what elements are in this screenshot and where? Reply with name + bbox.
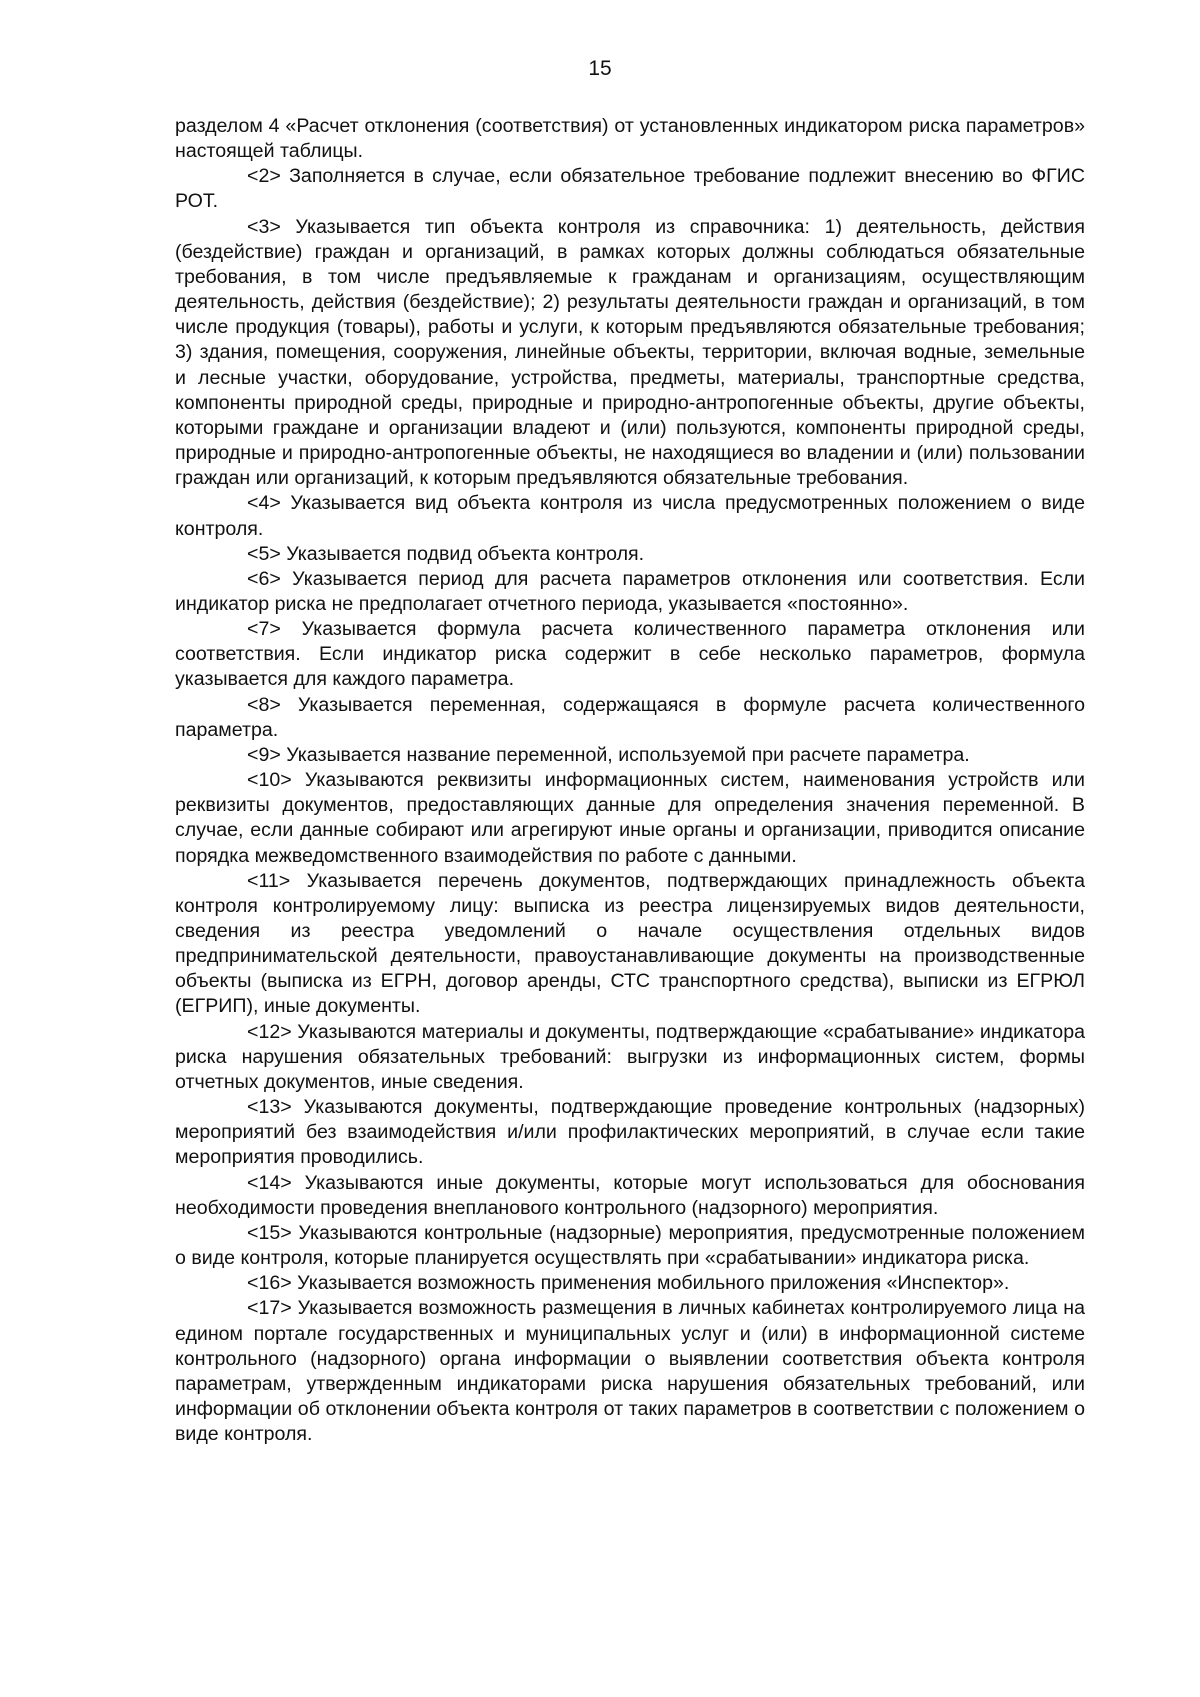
footnote-15: <15> Указываются контрольные (надзорные) мероприятия, предусмотренные положением о виде контроля, которые планируется осуществлять при «срабатывании» индикатора риска. <box>175 1221 1085 1270</box>
footnote-8: <8> Указывается переменная, содержащаяся в формуле расчета количественного параметра. <box>175 693 1085 741</box>
footnote-3: <3> Указывается тип объекта контроля из справочника: 1) деятельность, действия (бездействие) граждан и организаций, в рамках которых должны соблюдаться обязательные требования, в том числе предъявляемые к гражданам и организациям, осуществляющим деятельность, действия (бездействие); 2) результаты деятельности граждан и организаций, в том числе продукция (товары), работы и услуги, к которым предъявляются обязательные требования; 3) здания, помещения, сооружения, линейные объекты, территории, включая водные, земельные и лесные участки, оборудование, устройства, предметы, материалы, транспортные средства, компоненты природной среды, природные и природно-антропогенные объекты, другие объекты, которыми граждане и организации владеют и (или) пользуются, компоненты природной среды, природные и природно-антропогенные объекты, не находящиеся во владении и (или) пользовании граждан или организаций, к которым предъявляются обязательные требования. <box>175 215 1085 490</box>
footnote-10: <10> Указываются реквизиты информационных систем, наименования устройств или реквизиты документов, предоставляющих данные для определения значения переменной. В случае, если данные собирают или агрегируют иные органы и организации, приводится описание порядка межведомственного взаимодействия по работе с данными. <box>175 769 1085 867</box>
footnote-9: <9> Указывается название переменной, используемой при расчете параметра. <box>247 743 970 766</box>
footnote-6: <6> Указывается период для расчета параметров отклонения или соответствия. Если индикатор риска не предполагает отчетного периода, указывается «постоянно». <box>175 567 1085 615</box>
footnote-17: <17> Указывается возможность размещения в личных кабинетах контролируемого лица на едином портале государственных и муниципальных услуг и (или) в информационной системе контрольного (надзорного) органа информации о выявлении соответствия объекта контроля параметрам, утвержденным индикаторами риска нарушения обязательных требований, или информации об отклонении объекта контроля от таких параметров в соответствии с положением о виде контроля. <box>175 1297 1085 1446</box>
footnote-2: <2> Заполняется в случае, если обязательное требование подлежит внесению во ФГИС РОТ. <box>175 165 1085 213</box>
footnote-5: <5> Указывается подвид объекта контроля. <box>247 542 645 565</box>
footnote-4: <4> Указывается вид объекта контроля из числа предусмотренных положением о виде контроля. <box>175 492 1085 540</box>
footnote-12: <12> Указываются материалы и документы, подтверждающие «срабатывание» индикатора риска нарушения обязательных требований: выгрузки из информационных систем, формы отчетных документов, иные сведения. <box>175 1020 1085 1093</box>
paragraph-continuation: разделом 4 «Расчет отклонения (соответствия) от установленных индикатором риска параметров» настоящей таблицы. <box>175 115 1085 163</box>
footnote-13: <13> Указываются документы, подтверждающие проведение контрольных (надзорных) мероприятий без взаимодействия и/или профилактических мероприятий, в случае если такие мероприятия проводились. <box>175 1096 1085 1169</box>
page-number: 15 <box>588 57 612 80</box>
footnote-11: <11> Указывается перечень документов, подтверждающих принадлежность объекта контроля контролируемому лицу: выписка из реестра лицензируемых видов деятельности, сведения из реестра уведомлений о начале осуществления отдельных видов предпринимательской деятельности, правоустанавливающие документы на производственные объекты (выписка из ЕГРН, договор аренды, СТС транспортного средства), выписки из ЕГРЮЛ (ЕГРИП), иные документы. <box>175 869 1085 1018</box>
footnote-14: <14> Указываются иные документы, которые могут использоваться для обоснования необходимости проведения внепланового контрольного (надзорного) мероприятия. <box>175 1171 1085 1219</box>
footnote-7: <7> Указывается формула расчета количественного параметра отклонения или соответствия. Если индикатор риска содержит в себе несколько параметров, формула указывается для каждого параметра. <box>175 618 1085 691</box>
footnote-16: <16> Указывается возможность применения мобильного приложения «Инспектор». <box>247 1272 1010 1295</box>
document-body <box>175 114 1085 1447</box>
